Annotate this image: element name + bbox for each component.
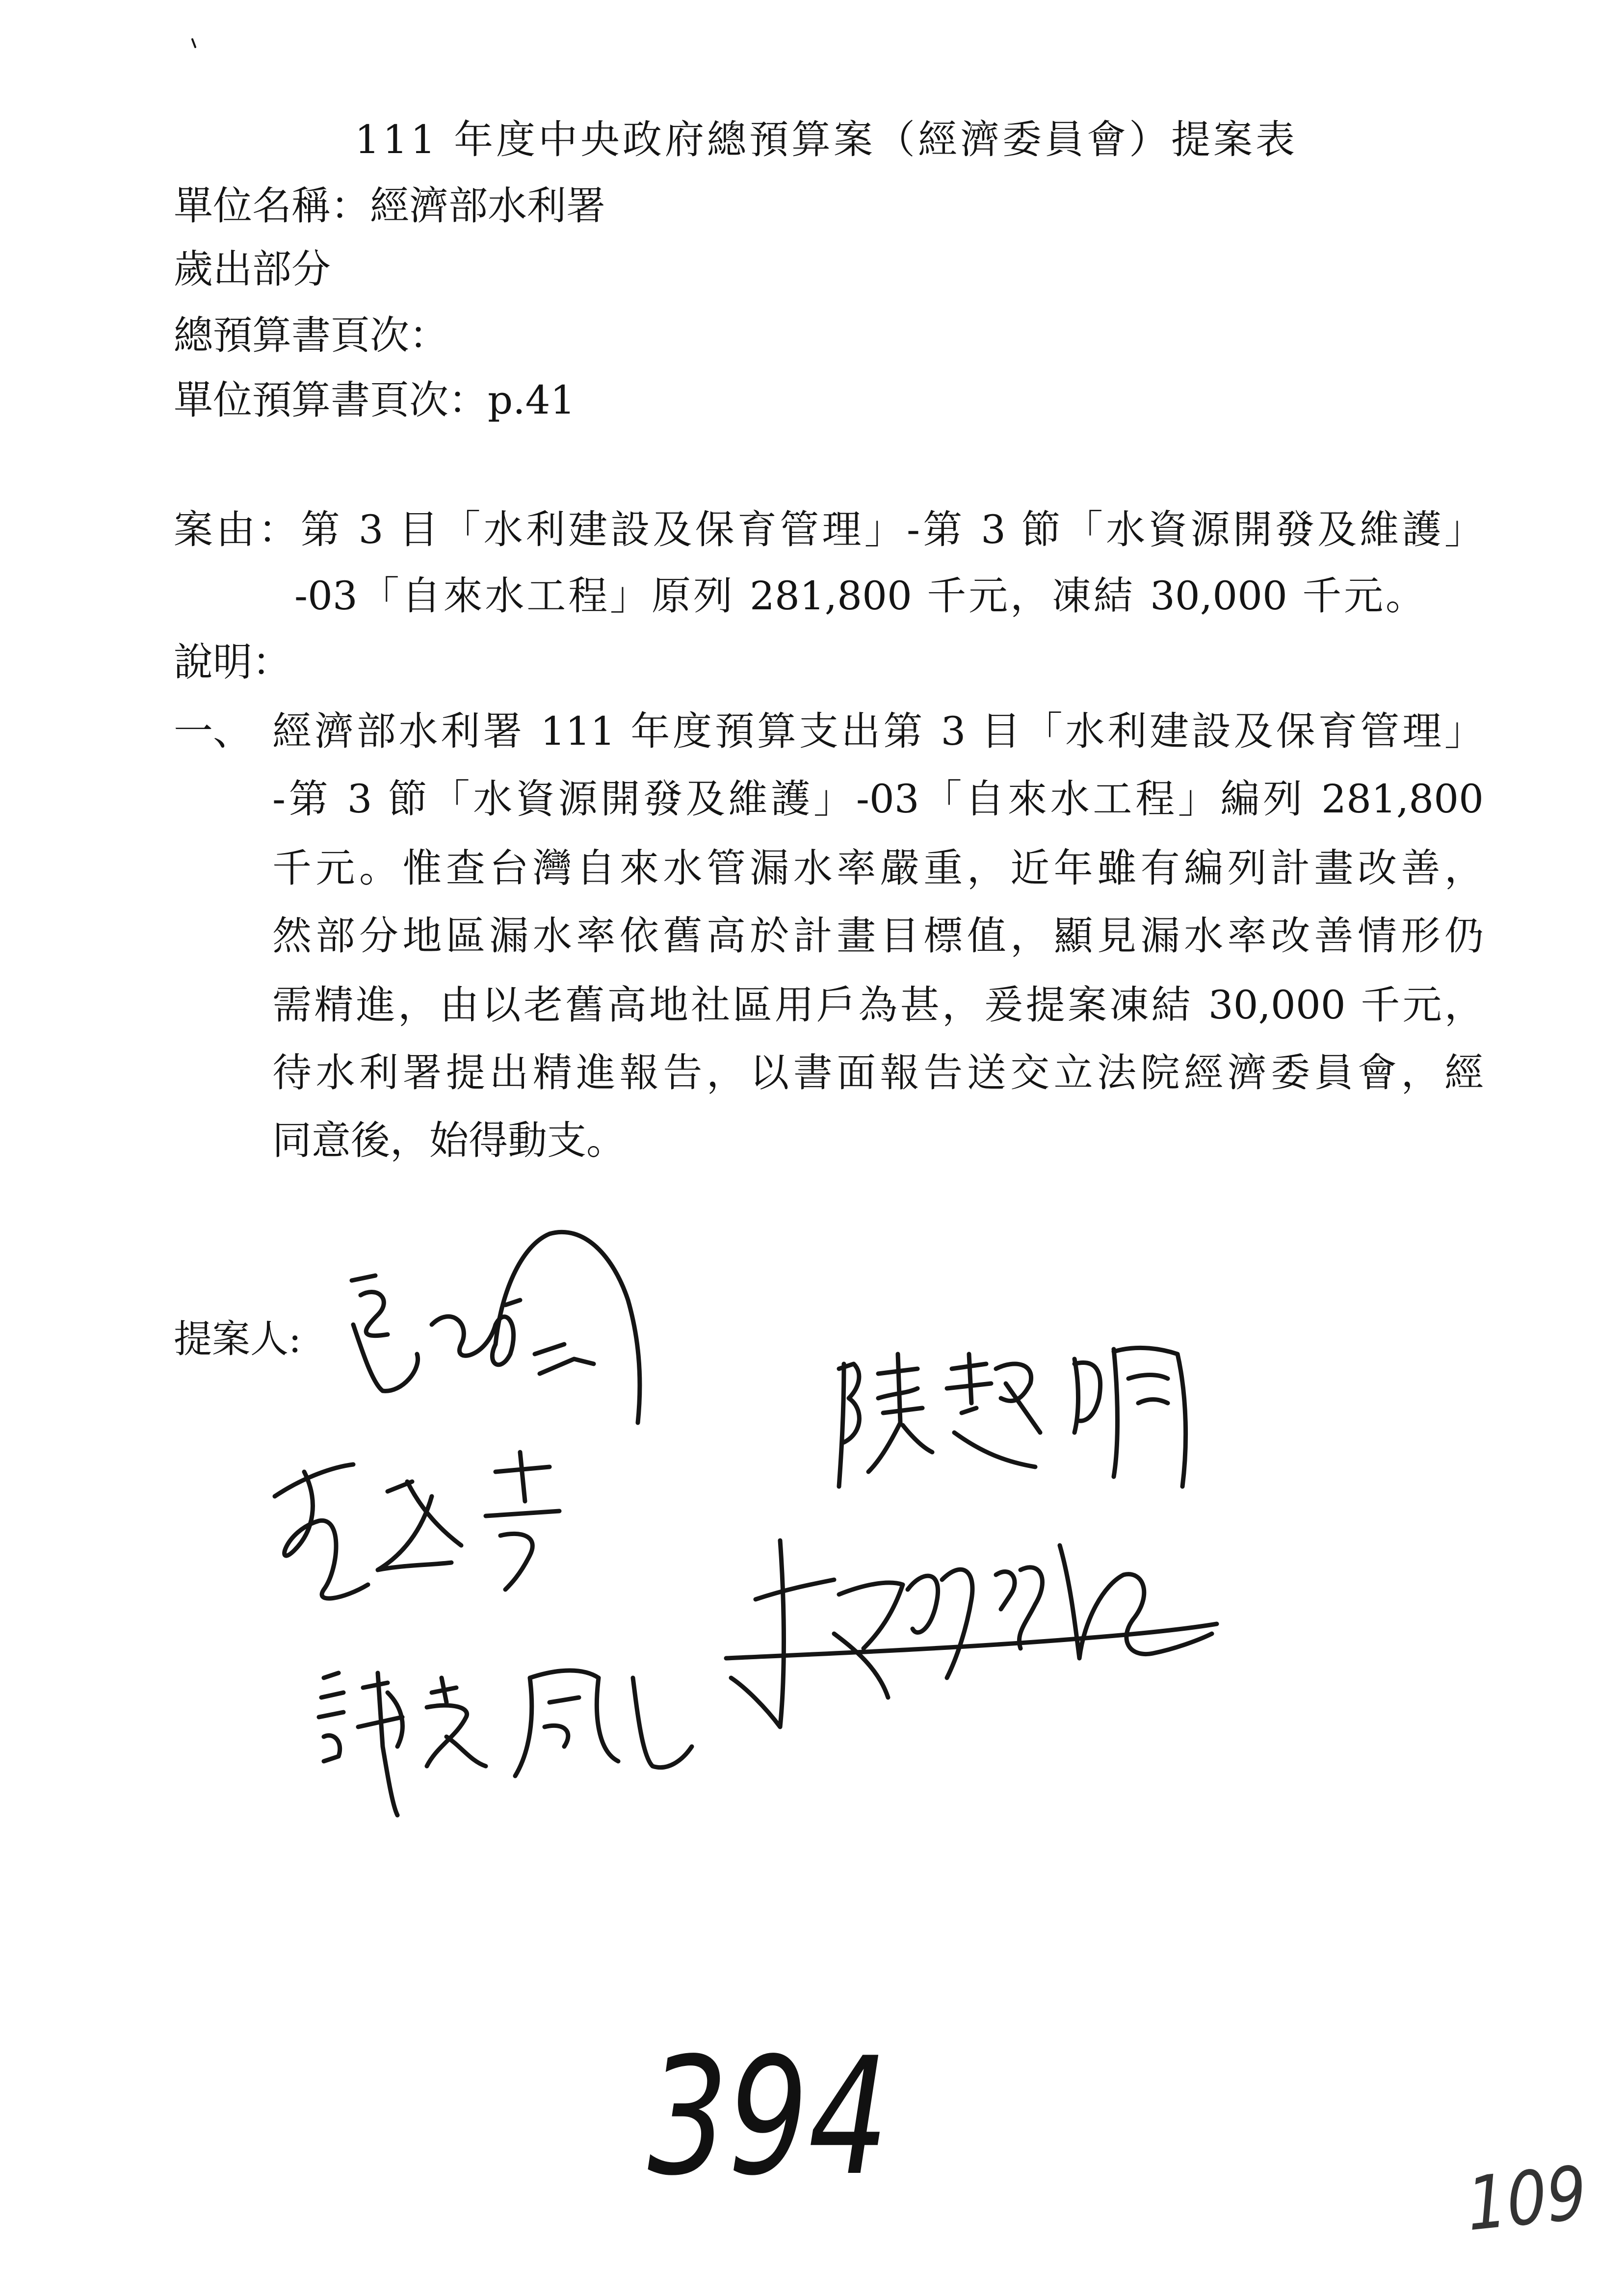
signature-2 <box>275 1452 559 1598</box>
expenditure-section: 歲出部分 <box>174 246 331 292</box>
signature-1 <box>352 1232 640 1423</box>
total-budget-page: 總預算書頁次： <box>174 313 448 358</box>
sheet-number: 109 <box>1464 2150 1590 2248</box>
page-number: 394 <box>648 2023 889 2211</box>
document-title: 111 年度中央政府總預算案（經濟委員會）提案表 <box>354 117 1298 162</box>
item-marker: 一、 <box>174 708 252 754</box>
case-line: -03「自來水工程」原列 281,800 千元，凍結 30,000 千元。 <box>294 573 1425 619</box>
explanation-line: -第 3 節「水資源開發及維護」-03「自來水工程」編列 281,800 <box>272 776 1484 822</box>
explanation-line: 待水利署提出精進報告，以書面報告送交立法院經濟委員會，經 <box>272 1050 1484 1096</box>
signature-3 <box>319 1670 692 1815</box>
explanation-line: 同意後，始得動支。 <box>272 1118 626 1163</box>
explanation-line: 需精進，由以老舊高地社區用戶為甚，爰提案凍結 30,000 千元， <box>272 982 1484 1028</box>
explanation-line: 然部分地區漏水率依舊高於計畫目標值，顯見漏水率改善情形仍 <box>272 913 1484 959</box>
signature-4 <box>839 1348 1186 1487</box>
unit-name: 單位名稱：經濟部水利署 <box>174 183 605 229</box>
unit-budget-page: 單位預算書頁次：p.41 <box>174 377 576 423</box>
stray-mark <box>192 39 195 47</box>
proposer-label: 提案人: <box>174 1317 302 1361</box>
explanation-label: 說明： <box>174 639 291 685</box>
explanation-line: 千元。惟查台灣自來水管漏水率嚴重，近年雖有編列計畫改善， <box>272 845 1484 891</box>
explanation-line: 經濟部水利署 111 年度預算支出第 3 目「水利建設及保育管理」 <box>272 708 1484 754</box>
signature-5 <box>726 1540 1217 1727</box>
case-line: 案由：第 3 目「水利建設及保育管理」-第 3 節「水資源開發及維護」 <box>174 507 1484 552</box>
